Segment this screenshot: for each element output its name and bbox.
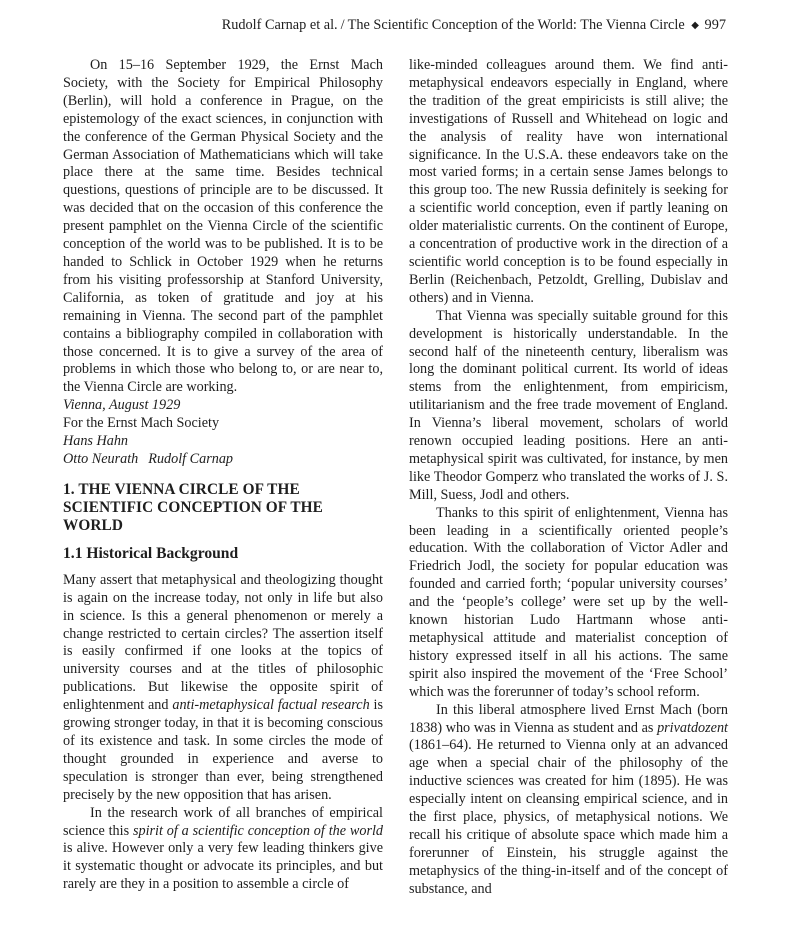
page-number: 997 [704, 17, 726, 33]
signature-carnap: Rudolf Carnap [148, 450, 234, 467]
subsection-heading: 1.1 Historical Background [63, 544, 239, 562]
signature-neurath: Otto Neurath [63, 450, 139, 467]
body-paragraph-1: Many assert that metaphysical and theologizing thought is again on the increase today, not only in life but also in science. Is this a general phenomenon or merely a change restricted to certain circles? The assertion itself is easily confirmed if one looks at the topics of university courses and at the titles of philosophic publications. But likewise the opposite spirit of enlightenment and anti-metaphysical factual research is growing stronger today, in that it is becoming conscious of its existence and task. In some circles the mode of thought grounded in experience and averse to speculation is stronger than ever, being strengthened precisely by the new opposition that has arisen. [63, 571, 383, 803]
section-heading: 1. THE VIENNA CIRCLE OF THE SCIENTIFIC CONCEPTION OF THE WORLD [63, 480, 323, 534]
body-paragraph-5: Thanks to this spirit of enlightenment, Vienna has been leading in a scientifically oriented people’s education. With the collaboration of Victor Adler and Friedrich Jodl, the society for popular education was founded and carried forth; ‘popular university courses’ and the ‘people’s college’ were set up by the well-known historian Ludo Hartmann whose anti-metaphysical attitude and materialist conception of history expressed itself in all his actions. The same spirit also inspired the movement of the ‘Free School’ which was the forerunner of today’s school reform. [409, 504, 728, 700]
left-column [63, 57, 383, 894]
intro-paragraph: On 15–16 September 1929, the Ernst Mach Society, with the Society for Empirical Philosophy (Berlin), will hold a conference in Prague, on the epistemology of the exact sciences, in conjunction with the conference of the German Physical Society and the German Association of Mathematicians which will take place there at the same time. Besides technical questions, questions of principle are to be discussed. It was decided that on the occasion of this conference the present pamphlet on the Vienna Circle of the scientific conception of the world was to be published. It is to be handed to Schlick in October 1929 when he returns from his visiting professorship at Stanford University, California, as token of gratitude and joy at his remaining in Vienna. The second part of the pamphlet contains a bibliography compiled in collaboration with those concerned. It is to give a survey of the area of problems in which those who belong to, or are near to, the Vienna Circle are working. [63, 57, 383, 396]
body-paragraph-3: like-minded colleagues around them. We find anti-metaphysical endeavors especially in England, where the tradition of the great empiricists is still alive; the investigations of Russell and Whitehead on logic and the analysis of reality have won international significance. In the U.S.A. these endeavors take on the most varied forms; in a certain sense James belongs to this group too. The new Russia definitely is seeking for a scientific world conception, even if partly leaning on older materialistic currents. On the continent of Europe, a concentration of productive work in the direction of a scientific world conception is to be found especially in Berlin (Reichenbach, Petzoldt, Grelling, Dubislav and others) and in Vienna. [409, 57, 728, 306]
running-header [222, 17, 726, 34]
header-title: The Scientific Conception of the World: The Vienna Circle [347, 17, 685, 33]
signature-neurath-carnap [63, 451, 383, 469]
header-author: Rudolf Carnap et al. [221, 17, 338, 33]
body-paragraph-2: In the research work of all branches of empirical science this spirit of a scientific conception of the world is alive. However only a very few leading thinkers give it systematic thought or advocate its principles, and but rarely are they in a position to assemble a circle of [63, 804, 384, 893]
header-separator: / [340, 17, 345, 33]
signature-date: Vienna, August 1929 [63, 397, 181, 414]
body-paragraph-6: In this liberal atmosphere lived Ernst Mach (born 1838) who was in Vienna as student and as privatdozent (1861–64). He returned to Vienna only at an advanced age when a special chair of the philosophy of the inductive sciences was created for him (1895). He was especially intent on cleansing empirical science, and in the first place, physics, of metaphysical notions. We recall his critique of absolute space which made him a forerunner of Einstein, his struggle against the metaphysics of the thing-in-itself and of the concept of substance, and [409, 701, 728, 897]
right-column [409, 57, 728, 899]
diamond-icon: ◆ [691, 20, 699, 31]
signature-society: For the Ernst Mach Society [63, 415, 220, 432]
signature-hahn: Hans Hahn [63, 433, 129, 450]
body-paragraph-4: That Vienna was specially suitable ground for this development is historically understandable. In the second half of the nineteenth century, liberalism was long the dominant political current. Its world of ideas stems from the enlightenment, from empiricism, utilitarianism and the free trade movement of England. In Vienna’s liberal movement, scholars of world renown occupied leading positions. Here an anti-metaphysical spirit was cultivated, for instance, by men like Theodor Gomperz who translated the works of J. S. Mill, Suess, Jodl and others. [409, 307, 728, 503]
